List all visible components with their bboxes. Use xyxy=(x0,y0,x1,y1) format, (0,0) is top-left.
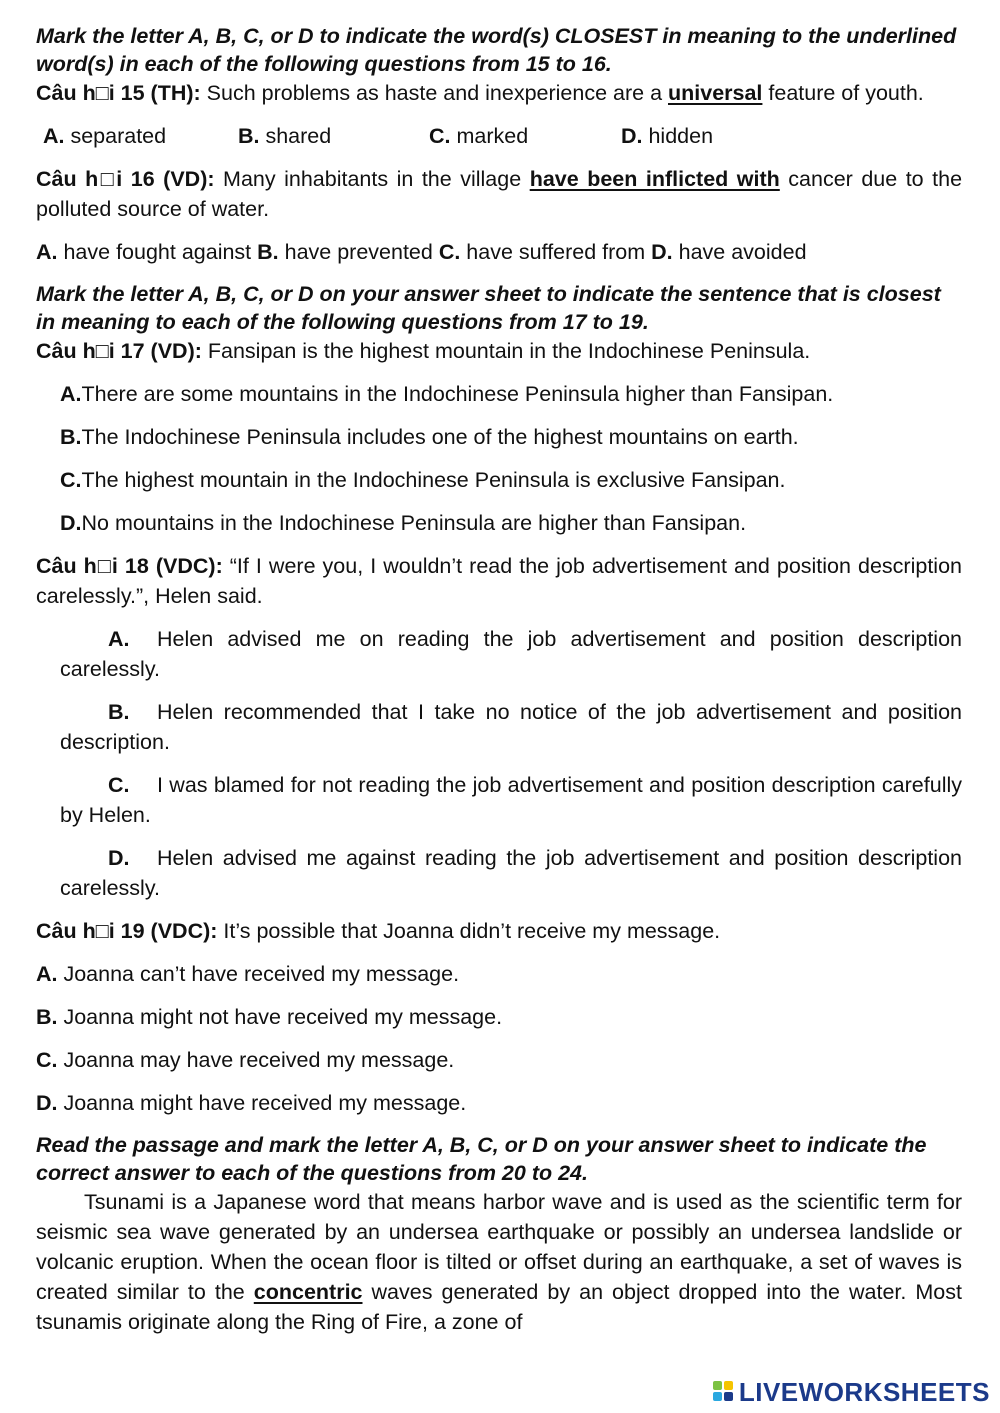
option-text: have avoided xyxy=(672,240,807,264)
option-letter: A. xyxy=(36,962,58,986)
option-letter: B. xyxy=(108,700,130,724)
q15-label: Câu h□i 15 (TH): xyxy=(36,81,201,105)
q16-option-d[interactable] xyxy=(651,237,806,267)
option-text: I was blamed for not reading the job advertisement and position description carefully by Helen. xyxy=(60,773,962,827)
q19-text: It’s possible that Joanna didn’t receive my message. xyxy=(217,919,721,943)
q15-options xyxy=(36,121,962,151)
option-text: Joanna may have received my message. xyxy=(57,1048,455,1072)
q19-option-d[interactable] xyxy=(36,1088,962,1118)
q16-underlined-phrase: have been inflicted with xyxy=(529,167,780,191)
q19-option-c[interactable] xyxy=(36,1045,962,1075)
q15-option-c[interactable] xyxy=(429,121,621,151)
reading-passage xyxy=(36,1187,962,1337)
q15-text-before: Such problems as haste and inexperience are a xyxy=(200,81,668,105)
q16-label: Câu h□i 16 (VD): xyxy=(36,167,215,191)
option-letter: A. xyxy=(108,627,130,651)
passage-text-before: Tsunami is a Japanese word that means harbor wave and is used as the scientific term for seismic sea wave generated by an undersea earthquake or possibly an undersea landslide or volcanic eruption. When the ocean floor is tilted or offset during an earthquake, a set of waves is created similar to the xyxy=(36,1190,962,1304)
option-text: Helen advised me against reading the job advertisement and position description carelessly. xyxy=(60,846,962,900)
q16-options xyxy=(36,237,962,267)
q16-text-before: Many inhabitants in the village xyxy=(214,167,530,191)
option-text: have fought against xyxy=(57,240,252,264)
worksheet-page xyxy=(36,22,962,1337)
q16-option-b[interactable] xyxy=(257,237,433,267)
q15-text-after: feature of youth. xyxy=(762,81,924,105)
q18-option-d[interactable] xyxy=(36,843,962,903)
option-letter: B. xyxy=(60,425,82,449)
q18-option-a[interactable] xyxy=(36,624,962,684)
option-letter: C. xyxy=(108,773,130,797)
option-letter: A. xyxy=(43,124,65,148)
option-letter: C. xyxy=(60,468,82,492)
q16-option-a[interactable] xyxy=(36,237,251,267)
question-16 xyxy=(36,164,962,224)
option-text: No mountains in the Indochinese Peninsula are higher than Fansipan. xyxy=(81,511,747,535)
q17-option-d[interactable] xyxy=(36,508,962,538)
q18-option-c[interactable] xyxy=(36,770,962,830)
option-text: have prevented xyxy=(278,240,433,264)
option-letter: D. xyxy=(60,511,82,535)
q18-text: “If I were you, I wouldn’t read the job advertisement and position description carelessly.”, Helen said. xyxy=(36,554,962,608)
q19-option-a[interactable] xyxy=(36,959,962,989)
q17-option-c[interactable] xyxy=(36,465,962,495)
passage-underlined-word: concentric xyxy=(253,1280,363,1304)
option-letter: D. xyxy=(108,846,130,870)
option-letter: A. xyxy=(36,240,58,264)
q16-text-after: cancer due to the polluted source of water. xyxy=(36,167,963,221)
option-text: hidden xyxy=(642,124,714,148)
q15-option-b[interactable] xyxy=(238,121,429,151)
q18-label: Câu h□i 18 (VDC): xyxy=(36,554,223,578)
liveworksheets-logo[interactable] xyxy=(713,1377,990,1407)
q17-option-a[interactable] xyxy=(36,379,962,409)
section1-instruction: Mark the letter A, B, C, or D to indicate the word(s) CLOSEST in meaning to the underlined word(s) in each of the following questions from 15 to 16. xyxy=(36,24,957,76)
option-text: The highest mountain in the Indochinese Peninsula is exclusive Fansipan. xyxy=(81,468,786,492)
q19-option-b[interactable] xyxy=(36,1002,962,1032)
q19-label: Câu h□i 19 (VDC): xyxy=(36,919,218,943)
option-letter: C. xyxy=(36,1048,58,1072)
q17-text: Fansipan is the highest mountain in the Indochinese Peninsula. xyxy=(201,339,811,363)
option-letter: B. xyxy=(238,124,260,148)
question-18 xyxy=(36,551,962,611)
liveworksheets-logo-icon xyxy=(713,1381,735,1403)
q15-underlined-word: universal xyxy=(668,81,763,105)
option-text: shared xyxy=(259,124,332,148)
option-text: Joanna can’t have received my message. xyxy=(57,962,460,986)
passage-text-after: waves generated by an object dropped into the water. Most tsunamis originate along the Ring of Fire, a zone of xyxy=(36,1280,962,1334)
question-17 xyxy=(36,336,962,366)
q15-option-d[interactable] xyxy=(621,121,713,151)
q16-option-c[interactable] xyxy=(439,237,645,267)
option-letter: A. xyxy=(60,382,82,406)
option-letter: C. xyxy=(429,124,451,148)
section2-instruction: Mark the letter A, B, C, or D on your answer sheet to indicate the sentence that is closest in meaning to each of the following questions from 17 to 19. xyxy=(36,282,941,334)
q15-option-a[interactable] xyxy=(43,121,238,151)
question-19 xyxy=(36,916,962,946)
option-text: The Indochinese Peninsula includes one of the highest mountains on earth. xyxy=(81,425,799,449)
option-letter: D. xyxy=(36,1091,58,1115)
option-text: have suffered from xyxy=(460,240,646,264)
question-15 xyxy=(36,78,962,108)
option-letter: C. xyxy=(438,240,461,264)
option-text: Joanna might have received my message. xyxy=(57,1091,467,1115)
option-text: separated xyxy=(64,124,167,148)
option-text: Helen recommended that I take no notice of the job advertisement and position description. xyxy=(60,700,962,754)
option-text: There are some mountains in the Indochinese Peninsula higher than Fansipan. xyxy=(81,382,834,406)
option-letter: B. xyxy=(257,240,279,264)
option-letter: D. xyxy=(621,124,643,148)
option-text: Joanna might not have received my message. xyxy=(57,1005,503,1029)
option-text: marked xyxy=(450,124,529,148)
liveworksheets-brand-text: LIVEWORKSHEETS xyxy=(738,1377,990,1407)
option-letter: B. xyxy=(36,1005,58,1029)
option-text: Helen advised me on reading the job advertisement and position description carelessly. xyxy=(60,627,962,681)
option-letter: D. xyxy=(651,240,673,264)
q17-option-b[interactable] xyxy=(36,422,962,452)
section3-instruction: Read the passage and mark the letter A, B, C, or D on your answer sheet to indicate the correct answer to each of the questions from 20 to 24. xyxy=(36,1133,927,1185)
q17-label: Câu h□i 17 (VD): xyxy=(36,339,202,363)
q18-option-b[interactable] xyxy=(36,697,962,757)
